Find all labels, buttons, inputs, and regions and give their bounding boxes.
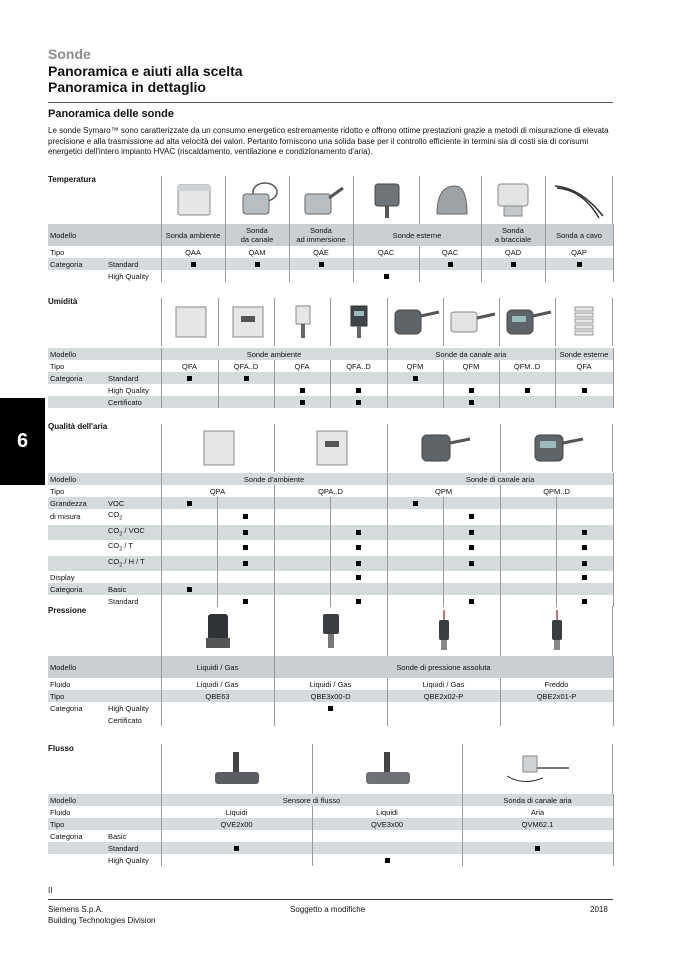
type-cell: QAC	[419, 246, 481, 258]
check-mark	[469, 545, 474, 550]
label-modello: Modello	[48, 348, 106, 360]
label-high-quality: High Quality	[108, 703, 149, 713]
check-mark	[300, 388, 305, 393]
model-cell: Sonde di pressione assoluta	[274, 656, 613, 678]
type-cell: QFM..D	[499, 360, 555, 372]
group-cell: Sonde esterne	[555, 348, 613, 360]
header-title: Panoramica e aiuti alla scelta	[48, 63, 243, 79]
outdoor-dome-sensor-icon	[419, 176, 481, 224]
label-tipo: Tipo	[50, 361, 65, 371]
type-cell: QPA..D	[274, 485, 387, 497]
duct-sensor-icon	[225, 176, 289, 224]
type-cell: QAD	[481, 246, 545, 258]
label-categoria: Categoria	[48, 583, 106, 595]
type-cell: QFA..D	[218, 360, 274, 372]
small-humidity-display-icon	[330, 298, 387, 346]
check-mark	[469, 388, 474, 393]
check-mark	[469, 599, 474, 604]
check-mark	[413, 501, 418, 506]
label-tipo: Tipo	[48, 690, 106, 702]
type-cell: QBE2x01-P	[500, 690, 613, 702]
label-grandezza: Grandezza	[48, 497, 106, 509]
check-mark	[319, 262, 324, 267]
label-categoria: Categoria	[50, 831, 83, 841]
footer-year: 2018	[590, 905, 608, 914]
check-mark	[187, 587, 192, 592]
section-rule	[48, 102, 613, 103]
duct-humidity-icon	[443, 298, 499, 346]
footer-company: Siemens S.p.A.	[48, 905, 104, 914]
check-mark	[582, 545, 587, 550]
intro-text: Le sonde Symaro™ sono caratterizzate da un consumo energetico estremamente ridotto e offrono ottime prestazioni grazie a metodi di misurazione di elevata precisione e alla trasmissione ad alta velocità dei valori. Pertanto forniscono una solida base per il controllo efficiente in termini sia di costi sia di consumi energetici dell'intero impianto HVAC (riscaldamento, ventilazione e condizionamento d'aria).	[48, 126, 609, 157]
check-mark	[243, 530, 248, 535]
check-mark	[582, 388, 587, 393]
pressione-images	[161, 606, 613, 656]
label-certificato: Certificato	[108, 715, 142, 725]
label-tipo: Tipo	[50, 486, 65, 496]
check-mark	[243, 599, 248, 604]
header-subtitle: Panoramica in dettaglio	[48, 79, 206, 95]
check-mark	[582, 530, 587, 535]
model-cell: Sensore di flusso	[161, 794, 462, 806]
fluid-cell: Liquidi / Gas	[274, 678, 387, 690]
type-cell: QFA	[161, 360, 218, 372]
check-mark	[582, 575, 587, 580]
model-cell: Sonda da canale	[225, 224, 289, 246]
check-mark	[244, 376, 249, 381]
temperatura-title: Temperatura	[48, 175, 96, 184]
label-modello: Modello	[48, 656, 106, 678]
immersion-sensor-icon	[289, 176, 353, 224]
cable-sensor-icon	[545, 176, 613, 224]
fluid-cell: Liquidi	[312, 806, 462, 818]
qualita-title: Qualità dell'aria	[48, 422, 108, 431]
temperatura-table	[48, 224, 614, 282]
label-di-misura: di misura	[50, 512, 81, 522]
model-cell: Sonda a bracciale	[481, 224, 545, 246]
strap-on-sensor-icon	[481, 176, 545, 224]
model-cell: Sonda ad immersione	[289, 224, 353, 246]
group-cell: Sonde da canale aria	[387, 348, 555, 360]
group-cell: Sonde ambiente	[161, 348, 387, 360]
flusso-images	[161, 744, 613, 794]
pressure-sensor-display-icon	[274, 606, 387, 656]
check-mark	[413, 376, 418, 381]
type-cell: QVE2x00	[161, 818, 312, 830]
type-cell: QVE3x00	[312, 818, 462, 830]
group-cell: Sonde di canale aria	[387, 473, 613, 485]
label-standard: Standard	[106, 372, 161, 384]
model-cell: Sonde esterne	[353, 224, 481, 246]
check-mark	[535, 846, 540, 851]
label-basic: Basic	[106, 583, 161, 595]
check-mark	[255, 262, 260, 267]
label-co2: $CO_2$	[108, 510, 123, 522]
pressure-transducer-icon	[387, 606, 500, 656]
type-cell: QAC	[353, 246, 419, 258]
check-mark	[448, 262, 453, 267]
outdoor-sensor-icon	[353, 176, 419, 224]
air-flow-sensor-icon	[462, 744, 613, 794]
room-humidity-display-icon	[218, 298, 274, 346]
label-fluido: Fluido	[50, 807, 71, 817]
pressione-table	[48, 656, 614, 726]
label-voc: VOC	[106, 497, 161, 509]
footer-division: Building Technologies Division	[48, 916, 156, 925]
label-categoria: Categoria	[50, 703, 83, 713]
umidita-images	[161, 298, 613, 346]
type-cell: QFA..D	[330, 360, 387, 372]
pressure-transducer-icon	[500, 606, 613, 656]
page-mark: II	[48, 886, 53, 895]
check-mark	[191, 262, 196, 267]
type-cell: QFA	[555, 360, 613, 372]
fluid-cell: Liquidi / Gas	[387, 678, 500, 690]
room-humidity-icon	[161, 298, 218, 346]
pressure-sensor-icon	[161, 606, 274, 656]
type-cell: QFM	[443, 360, 499, 372]
check-mark	[356, 545, 361, 550]
umidita-table	[48, 348, 614, 408]
type-cell: QAA	[161, 246, 225, 258]
chapter-tab: 6	[0, 398, 45, 485]
room-sensor-icon	[161, 176, 225, 224]
type-cell: QBE63	[161, 690, 274, 702]
duct-air-quality-icon	[387, 424, 500, 472]
pressione-title: Pressione	[48, 606, 87, 615]
type-cell: QAE	[289, 246, 353, 258]
label-co2-t: $CO_2$ / T	[108, 541, 134, 553]
type-cell: QBE2x02-P	[387, 690, 500, 702]
qualita-images	[161, 424, 613, 472]
label-standard: Standard	[106, 842, 161, 854]
label-display: Display	[50, 572, 75, 582]
label-categoria: Categoria	[48, 372, 106, 384]
temperatura-images	[161, 176, 613, 224]
room-air-quality-display-icon	[274, 424, 387, 472]
group-cell: Sonde d'ambiente	[161, 473, 387, 485]
header-category: Sonde	[48, 46, 91, 62]
check-mark	[356, 400, 361, 405]
duct-humidity-display-icon	[499, 298, 555, 346]
check-mark	[385, 858, 390, 863]
check-mark	[384, 274, 389, 279]
flow-sensor-icon	[161, 744, 312, 794]
label-tipo: Tipo	[48, 818, 106, 830]
model-cell: Sonda ambiente	[161, 224, 225, 246]
type-cell: QAM	[225, 246, 289, 258]
check-mark	[356, 575, 361, 580]
label-modello: Modello	[48, 794, 106, 806]
check-mark	[234, 846, 239, 851]
type-cell: QFM	[387, 360, 443, 372]
flusso-table	[48, 794, 614, 866]
qualita-table	[48, 473, 614, 607]
label-certificato: Certificato	[106, 396, 161, 408]
label-co2-voc: $CO_2$ / VOC	[106, 525, 161, 541]
fluid-cell: Freddo	[500, 678, 613, 690]
label-high-quality: High Quality	[108, 385, 149, 395]
check-mark	[187, 501, 192, 506]
umidita-title: Umidità	[48, 297, 78, 306]
fluid-cell: Aria	[462, 806, 613, 818]
check-mark	[328, 706, 333, 711]
model-cell: Liquidi / Gas	[161, 656, 274, 678]
footer-rule	[48, 899, 613, 900]
label-high-quality: High Quality	[108, 855, 149, 865]
model-cell: Sonda a cavo	[545, 224, 613, 246]
type-cell: QPM	[387, 485, 500, 497]
label-fluido: Fluido	[50, 679, 71, 689]
label-tipo: Tipo	[50, 247, 65, 257]
check-mark	[356, 530, 361, 535]
check-mark	[243, 545, 248, 550]
check-mark	[582, 561, 587, 566]
check-mark	[300, 400, 305, 405]
footer-note: Soggetto a modifiche	[290, 905, 366, 914]
type-cell: QAP	[545, 246, 613, 258]
fluid-cell: Liquidi / Gas	[161, 678, 274, 690]
fluid-cell: Liquidi	[161, 806, 312, 818]
check-mark	[243, 514, 248, 519]
check-mark	[511, 262, 516, 267]
radiation-shield-icon	[555, 298, 613, 346]
flow-sensor-icon	[312, 744, 462, 794]
label-co2-h-t: $CO_2$ / H / T	[106, 556, 161, 572]
flusso-title: Flusso	[48, 744, 74, 753]
check-mark	[469, 561, 474, 566]
type-cell: QFA	[274, 360, 330, 372]
check-mark	[356, 599, 361, 604]
type-cell: QVM62.1	[462, 818, 613, 830]
duct-humidity-icon	[387, 298, 443, 346]
duct-air-quality-display-icon	[500, 424, 613, 472]
label-categoria: Categoria	[48, 258, 106, 270]
check-mark	[356, 388, 361, 393]
check-mark	[469, 400, 474, 405]
model-cell: Sonda di canale aria	[462, 794, 613, 806]
label-standard: Standard	[108, 596, 139, 606]
label-modello: Modello	[48, 473, 106, 485]
label-basic: Basic	[108, 831, 127, 841]
small-humidity-icon	[274, 298, 330, 346]
check-mark	[469, 530, 474, 535]
type-cell: QBE3x00-D	[274, 690, 387, 702]
label-high-quality: High Quality	[108, 271, 149, 281]
check-mark	[469, 514, 474, 519]
check-mark	[356, 561, 361, 566]
type-cell: QPM..D	[500, 485, 613, 497]
check-mark	[243, 561, 248, 566]
type-cell: QPA	[161, 485, 274, 497]
check-mark	[577, 262, 582, 267]
label-modello: Modello	[48, 224, 106, 246]
check-mark	[525, 388, 530, 393]
label-standard: Standard	[106, 258, 161, 270]
check-mark	[187, 376, 192, 381]
section-title: Panoramica delle sonde	[48, 108, 174, 120]
check-mark	[582, 599, 587, 604]
room-air-quality-icon	[161, 424, 274, 472]
